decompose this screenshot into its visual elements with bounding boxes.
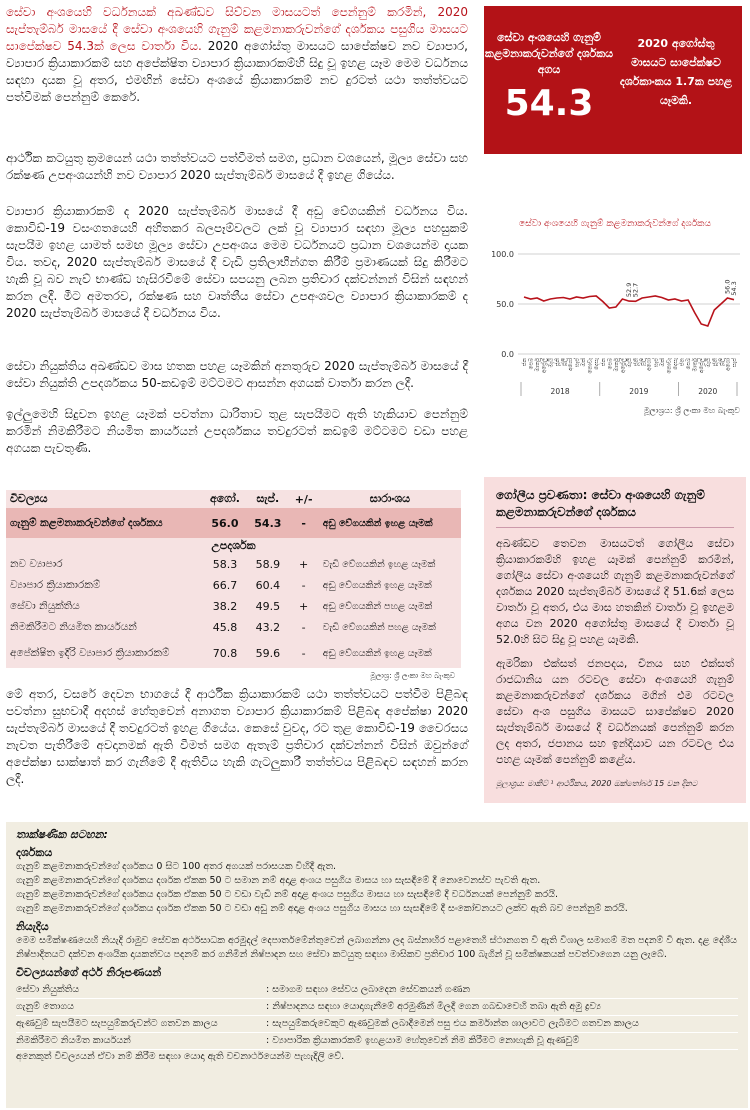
kpi-change-text: 2020 අගෝස්තු මාසයට සාපේක්ෂව දර්ශකාංකය 1.7ක පහළ යෑමකි. <box>619 37 733 107</box>
x-tick-label: මාර්තු <box>535 358 542 372</box>
chart-svg <box>484 218 746 408</box>
paragraph-1: ආර්ථික කටයුතු ක්‍රමයෙන් යථා තත්ත්වයට පත්වීමත් සමග, ප්‍රධාන වශයෙන්, මූල්‍ය සේවා සහ රක්ෂණ උපඅංශයන්හි නව ව්‍යාපාර 2020 සැප්තැම්බර් මාසයේ දී ඉහළ ගියේය. <box>6 151 468 182</box>
row-summary: වැඩි වේගයකින් පහළ යෑමක් <box>322 622 436 633</box>
x-tick-label: මාර්තු <box>613 358 620 372</box>
row-summary: අඩු වේගයකින් ඉහළ යෑමක් <box>319 508 461 538</box>
global-trends-source: මූලාශ්‍රය: මාකිට් ¹ ආර්ථිකය, 2020 ඔක්තෝබර් 15 වන දිනට <box>496 779 698 788</box>
x-tick-label: අගෝ <box>646 358 653 371</box>
row-aug: 38.2 <box>212 600 238 613</box>
x-tick-label: නොවැ <box>587 358 594 374</box>
row-chg: + <box>299 600 309 613</box>
y-tick-label: 100.0 <box>491 250 514 259</box>
x-tick-label: දෙසැ <box>594 358 601 370</box>
table-row <box>6 554 461 575</box>
row-sep: 54.3 <box>247 508 288 538</box>
x-tick-label: ජූලි <box>718 358 725 366</box>
def-text: : සැපයුම්කරුවෙකුට ඇණවුමක් ලබාදීමෙන් පසු එය කර්මාන්ත ශාලාවට ලැබීමට ගතවන කාලය <box>266 1016 738 1033</box>
chart-source: මූලාශ්‍රය: ශ්‍රී ලංකා මහ බැංකුව <box>643 406 740 415</box>
technical-notes <box>6 822 748 1108</box>
definitions-list <box>16 982 738 1050</box>
x-tick-label: දෙසැ <box>672 358 679 370</box>
col-summary: සාරාංශය <box>369 492 411 505</box>
x-tick-label: පෙබ <box>686 358 693 370</box>
x-tick-label: ඔක් <box>581 358 588 367</box>
x-tick-label: ජූනි <box>633 358 640 367</box>
x-tick-label: අප්‍රේල් <box>620 358 627 374</box>
kpi-box <box>484 6 742 154</box>
y-tick-label: 50.0 <box>496 300 514 309</box>
table-row <box>6 596 461 617</box>
row-chg: + <box>299 558 309 571</box>
table-row <box>6 575 461 596</box>
row-aug: 58.3 <box>212 558 238 571</box>
x-tick-label: අප්‍රේල් <box>699 358 706 374</box>
def-term: සේවා නියුක්තිය <box>16 982 266 999</box>
x-tick-label: මැයි <box>705 358 712 368</box>
index-line: ගැනුම් කළමනාකරුවන්ගේ දර්ශකය දර්ශක ඒකක 50 ට වඩා වැඩි නම් අදාළ අංශය පසුගිය මාසය හා සැසඳීමේ දී වර්ධනයක් පෙන්නුම් කරයි. <box>16 889 559 900</box>
data-label: 52.9 <box>625 282 633 298</box>
def-text: : සමාගම සඳහා සේවය ලබාදෙන සේවකයන් ගණන <box>266 982 738 999</box>
x-tick-label: ජූනි <box>554 358 561 367</box>
x-tick-label: මැයි <box>627 358 633 368</box>
survey-heading: නියැදිය <box>16 920 49 933</box>
col-variable: විචල්‍යය <box>10 492 48 505</box>
data-label: 56.0 <box>723 279 732 294</box>
x-year-label: 2020 <box>698 387 718 396</box>
series-line <box>524 296 734 326</box>
data-label: 52.7 <box>631 282 640 298</box>
x-tick-label: අගෝ <box>725 358 732 371</box>
def-text: : ව්‍යාපාරික ක්‍රියාකාරකම් ඉහළයාම හේතුවෙන් නිම කිරීමට නොහැකි වූ ඇණවුම් <box>266 1033 738 1050</box>
row-chg: - <box>301 579 306 592</box>
row-name: නව ව්‍යාපාර <box>10 558 63 570</box>
table-row <box>6 617 461 638</box>
subheading: උපදර්ශක <box>211 539 256 552</box>
x-tick-label: මැයි <box>548 358 555 368</box>
table-row-headline <box>6 508 461 538</box>
tech-heading: තාක්ෂණික සටහන: <box>16 828 108 841</box>
x-tick-label: අප්‍රේල් <box>541 358 548 374</box>
kpi-value: 54.3 <box>504 83 594 124</box>
row-name: ගැනුම් කළමනාකරුවන්ගේ දර්ශකය <box>6 508 203 538</box>
row-name: අපේක්ෂිත ඉදිරි ව්‍යාපාර ක්‍රියාකාරකම් <box>10 646 170 659</box>
row-summary: අඩු වේගයකින් ඉහළ යෑමක් <box>322 580 432 591</box>
x-tick-label: සැප් <box>732 358 738 368</box>
row-aug: 56.0 <box>203 508 248 538</box>
index-line: ගැනුම් කළමනාකරුවන්ගේ දර්ශකය දර්ශක ඒකක 50 ට වඩා අඩු නම් අදාළ අංශය පසුගිය මාසය හා සැසඳීමේ දී සංකෝචනයට ලක්ව ඇති බව පෙන්නුම් කරයි. <box>16 903 628 914</box>
index-line: ගැනුම් කළමනාකරුවන්ගේ දර්ශකය 0 සිට 100 අතර අගයක් පරාසයක විහිදී ඇත. <box>16 861 337 872</box>
x-tick-label: ජන <box>679 358 686 367</box>
row-aug: 66.7 <box>212 579 238 592</box>
x-tick-label: ජන <box>600 358 607 367</box>
row-chg: - <box>301 646 306 660</box>
y-tick-label: 0.0 <box>501 350 514 359</box>
x-tick-label: ජන <box>522 358 528 367</box>
intro-body: 2020 අගෝස්තු මාසයට සාපේක්ෂව නව ව්‍යාපාර, ව්‍යාපාර ක්‍රියාකාරකම් සහ අපේක්ෂිත ව්‍යාපාර ක්‍රියාකාරකම්හි සිදු වූ ඉහළ යෑම මෙම වර්ධනය සඳහා දායක වූ අතර, එමඟින් සේවා අංශයේ ක්‍රියාකාරකම් නව දුරටත් යථා තත්ත්වයට පත්වීමක් පෙන්නුම් කෙරේ. <box>6 39 468 104</box>
row-summary: වැඩි වේගයකින් ඉහළ යෑමක් <box>322 559 436 570</box>
def-term: ගැනුම් තොගය <box>16 999 266 1016</box>
x-tick-label: සැප් <box>574 358 581 368</box>
def-text: : නිෂ්පාදනය සඳහා යොදාගැනීමේ අරමුණින් මිලදී ගෙන ගබඩාවෙහි තබා ඇති අමු ද්‍රව්‍ය <box>266 999 738 1016</box>
kpi-left <box>484 6 614 154</box>
index-line: ගැනුම් කළමනාකරුවන්ගේ දර්ශකය දර්ශක ඒකක 50 ට සමාන නම් අදාළ අංශය පසුගිය මාසය හා සැසඳීමේ දී නොවෙනස්ව පැවති ඇත. <box>16 875 541 886</box>
x-tick-label: ජූනි <box>712 358 719 367</box>
kpi-label: සේවා අංශයෙහි ගැනුම් කළමනාකරුවන්ගේ දර්ශකය අගය <box>484 31 614 76</box>
table-row <box>6 638 461 668</box>
row-chg: - <box>288 508 318 538</box>
row-name: සේවා නියුක්තිය <box>10 600 80 612</box>
subindex-table <box>6 490 461 685</box>
row-name: නිමකිරීමට නියමිත කාර්යයන් <box>10 621 137 633</box>
col-sep: සැප්. <box>256 492 280 505</box>
x-tick-label: නොවැ <box>666 358 673 374</box>
col-change: +/- <box>294 492 313 506</box>
chart-title: සේවා අංශයෙහි ගැනුම් කළමනාකරුවන්ගේ දර්ශකය <box>519 219 711 229</box>
intro-paragraph <box>6 4 468 106</box>
global-trends-paragraph-2: ඇමරිකා එක්සත් ජනපදය, චීනය සහ එක්සත් රාජධානිය යන රටවල සේවා අංශයෙහි ගැනුම් කළමනාකරුවන්ගේ දර්ශකය මගින් එම රටවල සේවා අංශ පසුගිය මාසයට සාපේක්ෂව 2020 සැප්තැම්බර් මාසයේ දී වර්ධනයක් පෙන්නුම් කරන ලද අතර, ජපානය සහ ඉන්දියාව යන රටවල එය පහළ යෑමක් පෙන්නුම් කළේය. <box>496 657 734 766</box>
def-term: නිමකිරීමට නියමිත කාර්යයන් <box>16 1033 266 1050</box>
x-tick-label: ජූලි <box>561 358 568 366</box>
tech-footer: අනෙකුත් විචල්‍යයන් ඒවා නම් කිරීම සඳහා යොදා ඇති වචනාර්ථයෙන්ම පැහැදිලි වේ. <box>16 1051 345 1062</box>
global-trends-paragraph-1: අඛණ්ඩව තෙවන මාසයටත් ගෝලීය සේවා ක්‍රියාකාරකම්හි ඉහළ යෑමක් පෙන්නුම් කරමින්, ගෝලීය සේවා අංශයෙහි ගැනුම් කළමනාකරුවන්ගේ දර්ශකය 2020 සැප්තැම්බර් මාසයේ දී 51.6ක් ලෙස වාර්තා වූ අතර, එය මාස හතකින් වාර්තා වූ ඉහළම අගය වන 2020 අගෝස්තු මාසයේ දී වාර්තා වූ 52.0හි සිට සිදු වූ පහළ යෑමකි. <box>496 537 734 646</box>
x-tick-label: පෙබ <box>607 358 614 370</box>
survey-text: මෙම සමීක්ෂණයෙහි නියැදි රාමුව සේවක අර්ථසාධක අරමුදල් දෙපාර්තමේන්තුවෙන් ලබාගන්නා ලද බස්නාහිර පළාතෙහි ස්ථානගත වී ඇති විශාල සමාගම් මත පදනම් වී ඇත. දළ දේශීය නිෂ්පාදිතයට දක්වන අංශයික දායකත්වය පදනම් කර ගනිමින් නිෂ්පාදන සහ සේවා කටයුතු සඳහා මාසිකව ප්‍රතිචාර 100 බැගින් වූ සමීක්ෂකයක් පවත්වාගෙන යනු ලැබේ. <box>16 935 737 960</box>
table-source: මූලාශ්‍ර: ශ්‍රී ලංකා මහ බැංකුව <box>6 668 461 685</box>
row-aug: 45.8 <box>212 621 238 634</box>
x-tick-label: පෙබ <box>528 358 535 370</box>
def-term: ඇණවුම් සැපයීමට සැපයුම්කරුවන්ට ගතවන කාලය <box>16 1016 266 1033</box>
x-tick-label: සැප් <box>653 358 660 368</box>
paragraph-4: ඉල්ලුමෙහි සිදුවන ඉහළ යෑමක් පවත්නා ධාරිතාව තුළ සැපයීමට ඇති හැකියාව පෙන්නුම් කරමින් නිමකිරීමට නියමිත කාර්යයන් උපදර්ශකය තවදුරටත් කඩඉම් මට්ටමට වඩා පහළ අගයක පැවතුණි. <box>6 407 468 455</box>
row-sep: 60.4 <box>255 579 281 592</box>
paragraph-2: ව්‍යාපාර ක්‍රියාකාරකම් ද 2020 සැප්තැම්බර් මාසයේ දී අඩු වේගයකින් වර්ධනය විය. කොවිඩ්-19 වසංගතයෙහි අහිතකර බලපෑම්වලට ලක් වූ ව්‍යාපාර සඳහා මූල්‍ය පහසුකම් සැපයීම ඉහළ යාමත් සමඟ මූල්‍ය සේවා උපඅංශය මෙම වර්ධනයට ප්‍රධාන වශයෙන්ම දායක විය. තවද, 2020 සැප්තැම්බර් මාසයේ දී වැඩි ප්‍රතිලාභීන්ගත කිරීම් ප්‍රමාණයක් සිදු කිරීමට හැකි වූ බව නැව් භාණ්ඩ හැසිරවීමේ සේවා සපයනු ලබන ප්‍රතිචාර දක්වන්නන් විසින් සඳහන් කරන ලදී. මීට අමතරව, රක්ෂණ සහ වෘත්තීය සේවා උපඅංශවල ව්‍යාපාර ක්‍රියාකාරකම් ද 2020 සැප්තැම්බර් මාසයේ දී වර්ධනය විය. <box>6 204 468 320</box>
row-summary: අඩු වේගයකින් පහළ යෑමක් <box>322 601 433 612</box>
col-aug: අගෝ. <box>209 492 240 505</box>
defs-heading: විචල්‍යයන්ගේ අර්ථ නිරූපණයන් <box>16 966 162 979</box>
global-trends-box <box>484 477 746 803</box>
row-sep: 58.9 <box>255 558 281 571</box>
global-trends-title: ගෝලීය ප්‍රවණතා: සේවා අංශයෙහි ගැනුම් කළමනාකරුවන්ගේ දර්ශකය <box>496 487 734 528</box>
x-tick-label: අගෝ <box>567 358 574 371</box>
row-name: ව්‍යාපාර ක්‍රියාකාරකම් <box>10 579 101 591</box>
row-sep: 43.2 <box>255 621 281 634</box>
row-chg: - <box>301 621 306 634</box>
data-label: 54.3 <box>730 281 738 296</box>
paragraph-5: මේ අතර, වසරේ දෙවන භාගයේ දී ආර්ථික ක්‍රියාකාරකම් යථා තත්ත්වයට පත්වීම පිළිබඳ පවත්නා සුභවාදී අදහස් හේතුවෙන් අනාගත ව්‍යාපාර ක්‍රියාකාරකම් පිළිබඳ අපේක්ෂා 2020 සැප්තැම්බර් මාසයේ දී තවදුරටත් ඉහළ ගියේය. කෙසේ වුවද, රට තුළ කොවිඩ්-19 වෛරසය නැවත පැතිරීමේ අවදානමක් ඇති වීමත් සමග ඇතැම් ප්‍රතිචාර දක්වන්නන් විසින් ඔවුන්ගේ අපේක්ෂා සාක්ෂාත් කර ගැනීමේ දී ඇතිවිය හැකි ගැටලුකාරී තත්ත්වය පිළිබඳව සඳහන් කරන ලදී. <box>6 687 468 786</box>
x-tick-label: මාර්තු <box>692 358 699 372</box>
index-heading: දර්ශකය <box>16 846 53 859</box>
x-year-label: 2018 <box>550 387 570 396</box>
x-year-label: 2019 <box>629 387 649 396</box>
x-tick-label: ජූලි <box>640 358 647 366</box>
row-summary: අඩු වේගයකින් ඉහළ යෑමක් <box>322 647 432 659</box>
pmi-line-chart <box>484 218 746 418</box>
row-aug: 70.8 <box>212 646 238 660</box>
paragraph-3: සේවා නියුක්තිය අඛණ්ඩව මාස හතක පහළ යෑමකින් අනතුරුව 2020 සැප්තැම්බර් මාසයේ දී සේවා නියුක්ති උපදර්ශකය 50-කඩඉම් මට්ටමට ආසන්න අගයක් වාර්තා කරන ලදී. <box>6 359 468 390</box>
row-sep: 59.6 <box>255 646 281 660</box>
row-sep: 49.5 <box>255 600 281 613</box>
intro-highlight: සේවා අංශයෙහි වර්ධනයක් අඛණ්ඩව සිව්වන මාසයටත් පෙන්නුම් කරමින්, 2020 සැප්තැම්බර් මාසයේ දී සේවා අංශයෙහි ගැනුම් කළමනාකරුවන්ගේ දර්ශකය පසුගිය මාසයට සාපේක්ෂව 54.3ක් ලෙස වාර්තා විය. <box>6 5 468 53</box>
table-subheading-row <box>6 538 461 554</box>
x-tick-label: ඔක් <box>659 358 666 367</box>
